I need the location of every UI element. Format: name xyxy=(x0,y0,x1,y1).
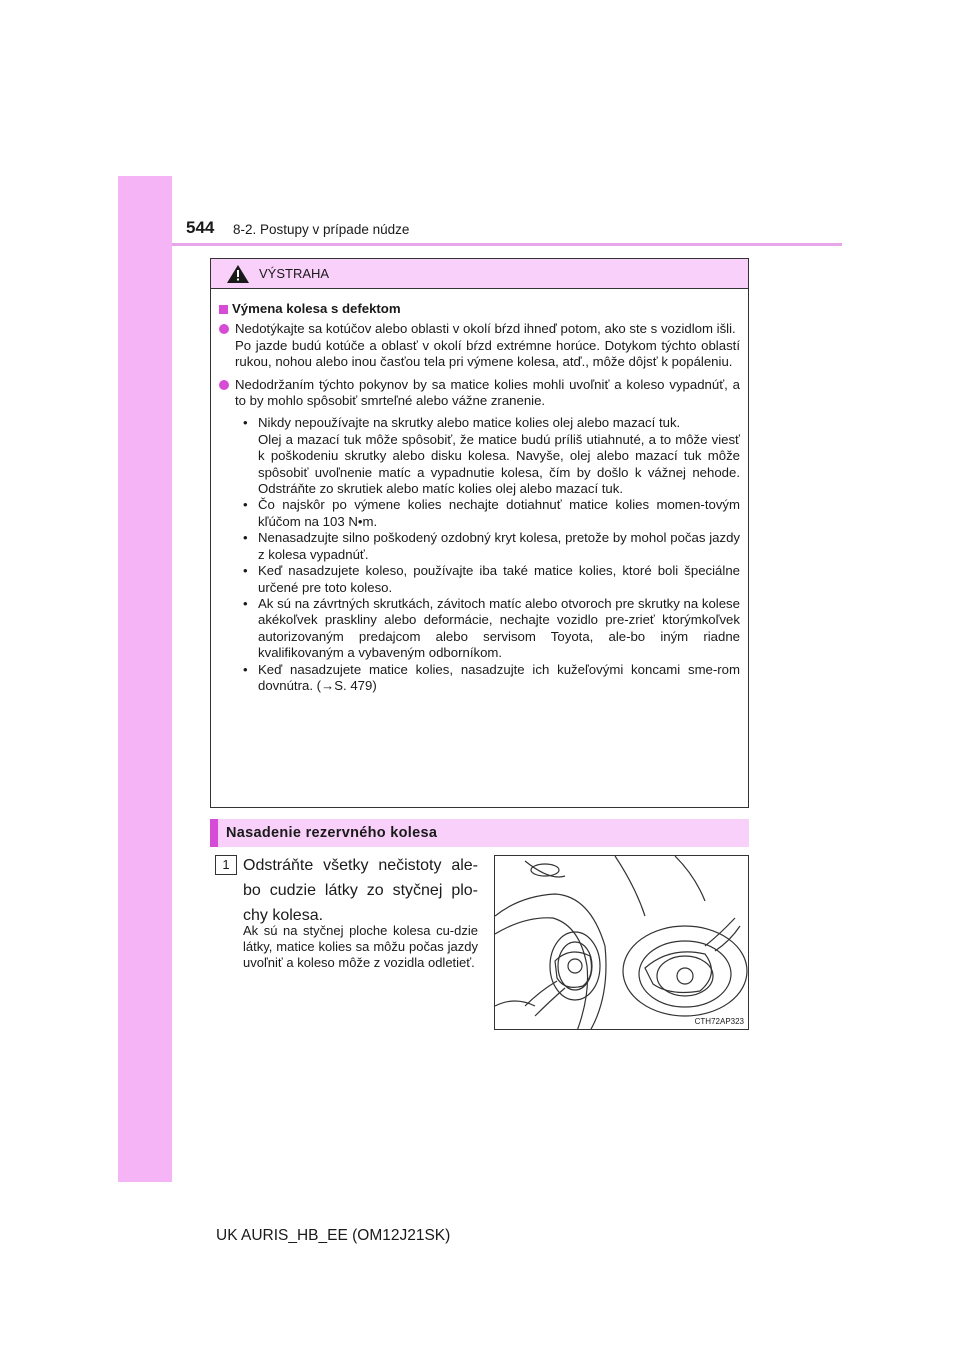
warning-topic xyxy=(219,301,740,317)
step-instruction: Odstráňte všetky nečistoty ale-bo cudzie látky zo styčnej plo-chy kolesa. xyxy=(243,857,478,924)
square-bullet-icon xyxy=(219,305,228,314)
page-number: 544 xyxy=(186,218,215,237)
step-number: 1 xyxy=(215,855,237,875)
warning-bullet xyxy=(219,321,740,370)
section-header: 8-2. Postupy v prípade núdze xyxy=(233,222,410,237)
step-note: Ak sú na styčnej ploche kolesa cu-dzie látky, matice kolies sa môžu počas jazdy uvoľniť a koleso môže z vozidla odletieť. xyxy=(243,923,478,970)
list-item: • Nenasadzujte silno poškodený ozdobný kryt kolesa, pretože by mohol počas jazdy z kolesa vypadnúť. xyxy=(243,530,740,562)
warning-header xyxy=(211,259,748,289)
illustration-code: CTH72AP323 xyxy=(694,1017,744,1026)
warning-topic-text: Výmena kolesa s defektom xyxy=(232,301,401,316)
header-rule xyxy=(172,243,842,246)
wheel-cleaning-drawing xyxy=(495,856,749,1030)
procedure-title: Nasadenie rezervného kolesa xyxy=(226,825,438,841)
procedure-heading xyxy=(210,819,749,847)
warning-bullet-text: Nedodržaním týchto pokynov by sa matice kolies mohli uvoľniť a koleso vypadnúť, a to by mohlo spôsobiť smrteľné alebo vážne zranenie. xyxy=(235,376,740,409)
warning-triangle-icon xyxy=(227,265,249,283)
circle-bullet-icon xyxy=(219,324,229,334)
list-item: • Čo najskôr po výmene kolies nechajte dotiahnuť matice kolies momen-tovým kľúčom na 103 N•m. xyxy=(243,497,740,529)
warning-box xyxy=(210,258,749,808)
warning-bullet xyxy=(219,377,740,410)
list-item: • Keď nasadzujete matice kolies, nasadzujte ich kužeľovými koncami sme-rom dovnútra. (→S. 479) xyxy=(243,661,740,693)
warning-sub-list xyxy=(243,415,740,694)
list-item: • Nikdy nepoužívajte na skrutky alebo matice kolies olej alebo mazací tuk. Olej a mazací tuk môže spôsobiť, že matice budú príliš utiahnuté, a to môže viesť k poškodeniu skrutky alebo disku kolesa. Navyše, olej alebo mazací tuk môže spôsobiť uvoľnenie matíc a vypadnutie kolesa, čím by došlo k vážnej nehode. Odstráňte zo skrutiek alebo matíc kolies olej alebo mazací tuk. xyxy=(243,415,740,497)
wheel-cleaning-illustration xyxy=(494,855,749,1030)
circle-bullet-icon xyxy=(219,380,229,390)
warning-bullet-text: Nedotýkajte sa kotúčov alebo oblasti v okolí bŕzd ihneď potom, ako ste s vozidlom išli. Po jazde budú kotúče a oblasť v okolí bŕzd extrémne horúce. Dotykom týchto oblastí rukou, nohou alebo inou časťou tela pri výmene kolesa, atď., môže dôjsť k popáleniu. xyxy=(235,321,740,370)
warning-title: VÝSTRAHA xyxy=(259,266,330,281)
list-item: • Ak sú na závrtných skrutkách, závitoch matíc alebo otvoroch pre skrutky na kolese akékoľvek praskliny alebo deformácie, nechajte vozidlo pre-zrieť ktorýmkoľvek autorizovaným predajcom alebo servisom Toyota, ale-bo iným riadne kvalifikovaným a vybaveným odborníkom. xyxy=(243,595,740,661)
warning-body xyxy=(211,289,748,694)
list-item: • Keď nasadzujete koleso, používajte iba také matice kolies, ktoré boli špeciálne určené pre toto koleso. xyxy=(243,563,740,595)
footer-model-code: UK AURIS_HB_EE (OM12J21SK) xyxy=(216,1227,451,1244)
chapter-side-tab xyxy=(118,176,172,1182)
